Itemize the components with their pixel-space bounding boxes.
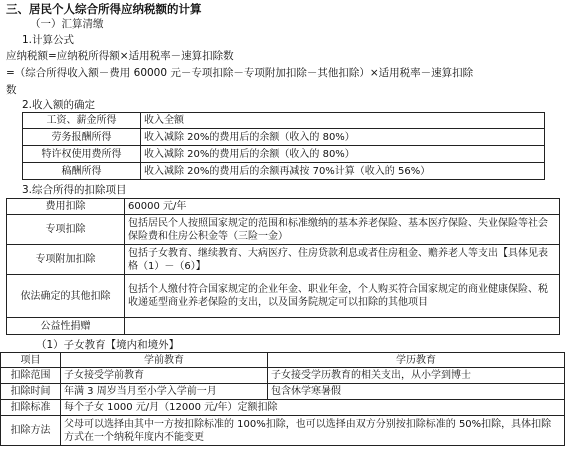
table-row	[1, 416, 565, 446]
section-heading: 三、居民个人综合所得应纳税额的计算	[6, 2, 202, 16]
table-row	[23, 113, 545, 129]
deduction-desc: 60000 元/年	[125, 199, 560, 215]
deduction-item: 依法确定的其他扣除	[7, 275, 125, 318]
income-table	[22, 112, 545, 180]
formula-line-1: 应纳税额=应纳税所得额×适用税率－速算扣除数	[6, 50, 234, 62]
formula-title: 1.计算公式	[22, 34, 75, 46]
subsection-title: （一）汇算清缴	[30, 18, 104, 30]
preschool-cell: 子女接受学前教育	[61, 368, 268, 384]
table-row	[7, 215, 560, 245]
header-preschool: 学前教育	[61, 353, 268, 368]
income-item: 特许权使用费所得	[23, 146, 141, 163]
row-item: 扣除时间	[1, 384, 61, 400]
income-rule: 收入减除 20%的费用后的余额（收入的 80%）	[141, 146, 545, 163]
deduction-desc: 包括居民个人按照国家规定的范围和标准缴纳的基本养老保险、基本医疗保险、失业保险等社会保险费和住房公积金等（三险一金）	[125, 215, 560, 245]
table-row	[7, 245, 560, 275]
table-row	[7, 199, 560, 215]
preschool-cell: 年满 3 周岁当月至小学入学前一月	[61, 384, 268, 400]
income-title: 2.收入额的确定	[22, 99, 96, 111]
deduction-item: 专项扣除	[7, 215, 125, 245]
table-row	[1, 384, 565, 400]
child-edu-title: （1）子女教育【境内和境外】	[36, 339, 180, 351]
table-row	[7, 318, 560, 335]
formula-line-2-cont: 数	[6, 84, 17, 96]
deduction-desc: 包括子女教育、继续教育、大病医疗、住房贷款利息或者住房租金、赡养老人等支出【具体见表格（1）－（6）】	[125, 245, 560, 275]
income-rule: 收入减除 20%的费用后的余额再减按 70%计算（收入的 56%）	[141, 163, 545, 180]
row-item: 扣除标准	[1, 400, 61, 416]
deduction-item: 专项附加扣除	[7, 245, 125, 275]
child-edu-table	[0, 352, 565, 446]
table-row	[23, 129, 545, 146]
row-item: 扣除方法	[1, 416, 61, 446]
deduction-item: 公益性捐赠	[7, 318, 125, 335]
income-item: 稿酬所得	[23, 163, 141, 180]
income-item: 工资、薪金所得	[23, 113, 141, 129]
table-row	[23, 163, 545, 180]
academic-cell: 子女接受学历教育的相关支出，从小学到博士	[268, 368, 565, 384]
income-item: 劳务报酬所得	[23, 129, 141, 146]
income-rule: 收入减除 20%的费用后的余额（收入的 80%）	[141, 129, 545, 146]
income-rule: 收入全额	[141, 113, 545, 129]
table-row	[23, 146, 545, 163]
table-row	[1, 368, 565, 384]
formula-line-2: =（综合所得收入额－费用 60000 元－专项扣除－专项附加扣除－其他扣除）×适用税率－速算扣除	[6, 67, 474, 79]
table-row	[1, 400, 565, 416]
table-row	[1, 353, 565, 368]
table-row	[7, 275, 560, 318]
header-academic: 学历教育	[268, 353, 565, 368]
deduction-desc	[125, 318, 560, 335]
deduction-table	[6, 198, 560, 335]
deduction-desc: 包括个人缴付符合国家规定的企业年金、职业年金，个人购买符合国家规定的商业健康保险、税收递延型商业养老保险的支出，以及国务院规定可以扣除的其他项目	[125, 275, 560, 318]
deduction-item: 费用扣除	[7, 199, 125, 215]
merged-cell: 每个子女 1000 元/月（12000 元/年）定额扣除	[61, 400, 565, 416]
row-item: 扣除范围	[1, 368, 61, 384]
header-item: 项目	[1, 353, 61, 368]
deduction-title: 3.综合所得的扣除项目	[22, 184, 127, 196]
academic-cell: 包含休学寒暑假	[268, 384, 565, 400]
merged-cell: 父母可以选择由其中一方按扣除标准的 100%扣除，也可以选择由双方分别按扣除标准的 50%扣除，具体扣除方式在一个纳税年度内不能变更	[61, 416, 565, 446]
